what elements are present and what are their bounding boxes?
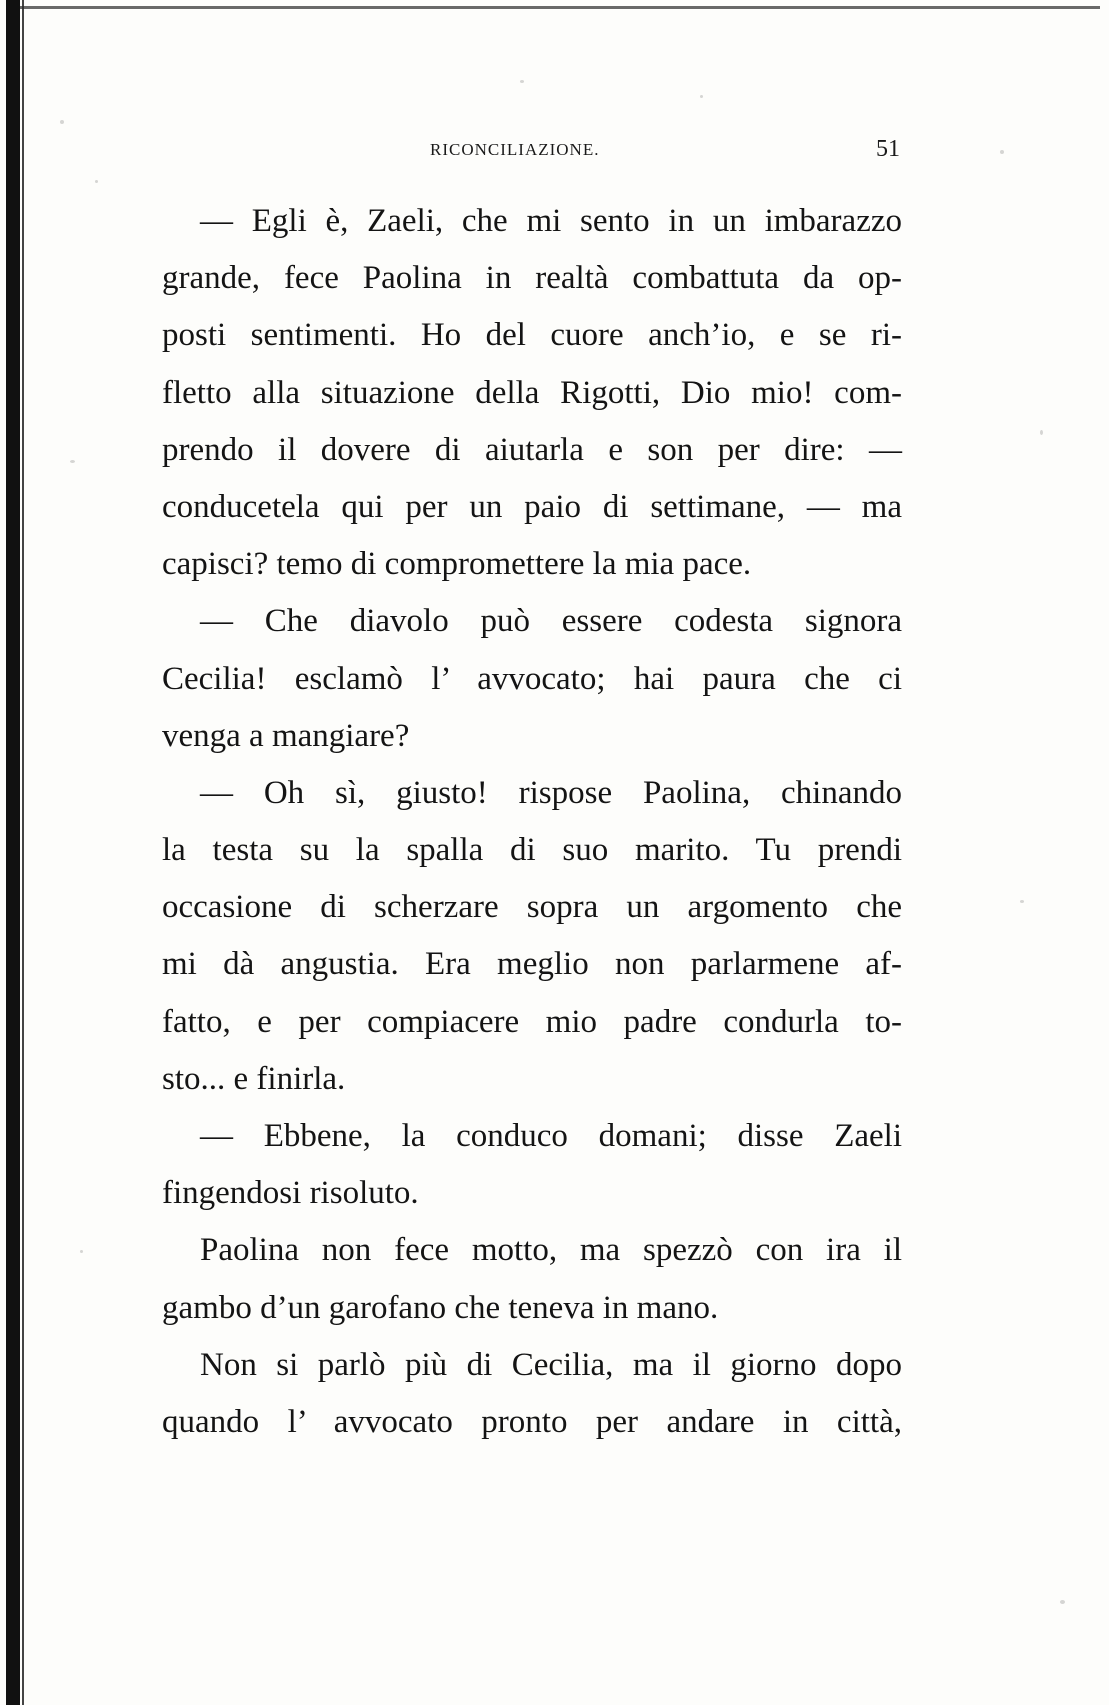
text-line: posti sentimenti. Ho del cuore anch’io, e se ri- <box>162 317 902 354</box>
text-line: grande, fece Paolina in realtà combattuta da op- <box>162 260 902 297</box>
running-head <box>160 136 900 170</box>
body-text <box>162 193 902 1451</box>
text-line: conducetela qui per un paio di settimane, — ma <box>162 488 902 525</box>
running-title: RICONCILIAZIONE. <box>430 140 600 159</box>
scan-speck <box>95 180 98 183</box>
text-line: fletto alla situazione della Rigotti, Dio mio! com- <box>162 374 902 411</box>
text-line: — Egli è, Zaeli, che mi sento in un imbarazzo <box>200 203 902 239</box>
scan-speck <box>60 120 64 124</box>
text-line: — Ebbene, la conduco domani; disse Zaeli <box>200 1118 902 1154</box>
text-line: prendo il dovere di aiutarla e son per dire: — <box>162 431 902 468</box>
text-line: sto... e finirla. <box>162 1060 346 1097</box>
scan-speck <box>1060 1600 1065 1604</box>
text-line: Cecilia! esclamò l’ avvocato; hai paura che ci <box>162 660 902 697</box>
text-line: fatto, e per compiacere mio padre condurla to- <box>162 1003 902 1040</box>
text-line: — Oh sì, giusto! rispose Paolina, chinando <box>200 774 902 811</box>
text-line: fingendosi risoluto. <box>162 1175 419 1212</box>
scan-speck <box>1000 150 1004 154</box>
text-line: venga a mangiare? <box>162 717 410 754</box>
text-line: la testa su la spalla di suo marito. Tu prendi <box>162 832 902 869</box>
scan-speck <box>80 1250 83 1253</box>
text-line: quando l’ avvocato pronto per andare in città, <box>162 1403 902 1440</box>
text-line: — Che diavolo può essere codesta signora <box>200 603 902 640</box>
binding-edge <box>6 0 20 1705</box>
scan-speck <box>1040 430 1043 435</box>
text-line: mi dà angustia. Era meglio non parlarmene af- <box>162 946 902 983</box>
text-line: Paolina non fece motto, ma spezzò con ira il <box>200 1232 902 1269</box>
text-line: capisci? temo di compromettere la mia pace. <box>162 546 752 583</box>
scan-edge-rule <box>20 6 1100 9</box>
text-line: gambo d’un garofano che teneva in mano. <box>162 1289 719 1326</box>
binding-edge-shadow <box>22 0 24 1705</box>
scan-speck <box>520 80 524 83</box>
scan-speck <box>70 460 75 463</box>
text-line: Non si parlò più di Cecilia, ma il giorno dopo <box>200 1346 902 1383</box>
scan-speck <box>1020 900 1024 903</box>
text-line: occasione di scherzare sopra un argomento che <box>162 889 902 926</box>
scan-speck <box>700 95 703 98</box>
page-number: 51 <box>876 136 900 162</box>
